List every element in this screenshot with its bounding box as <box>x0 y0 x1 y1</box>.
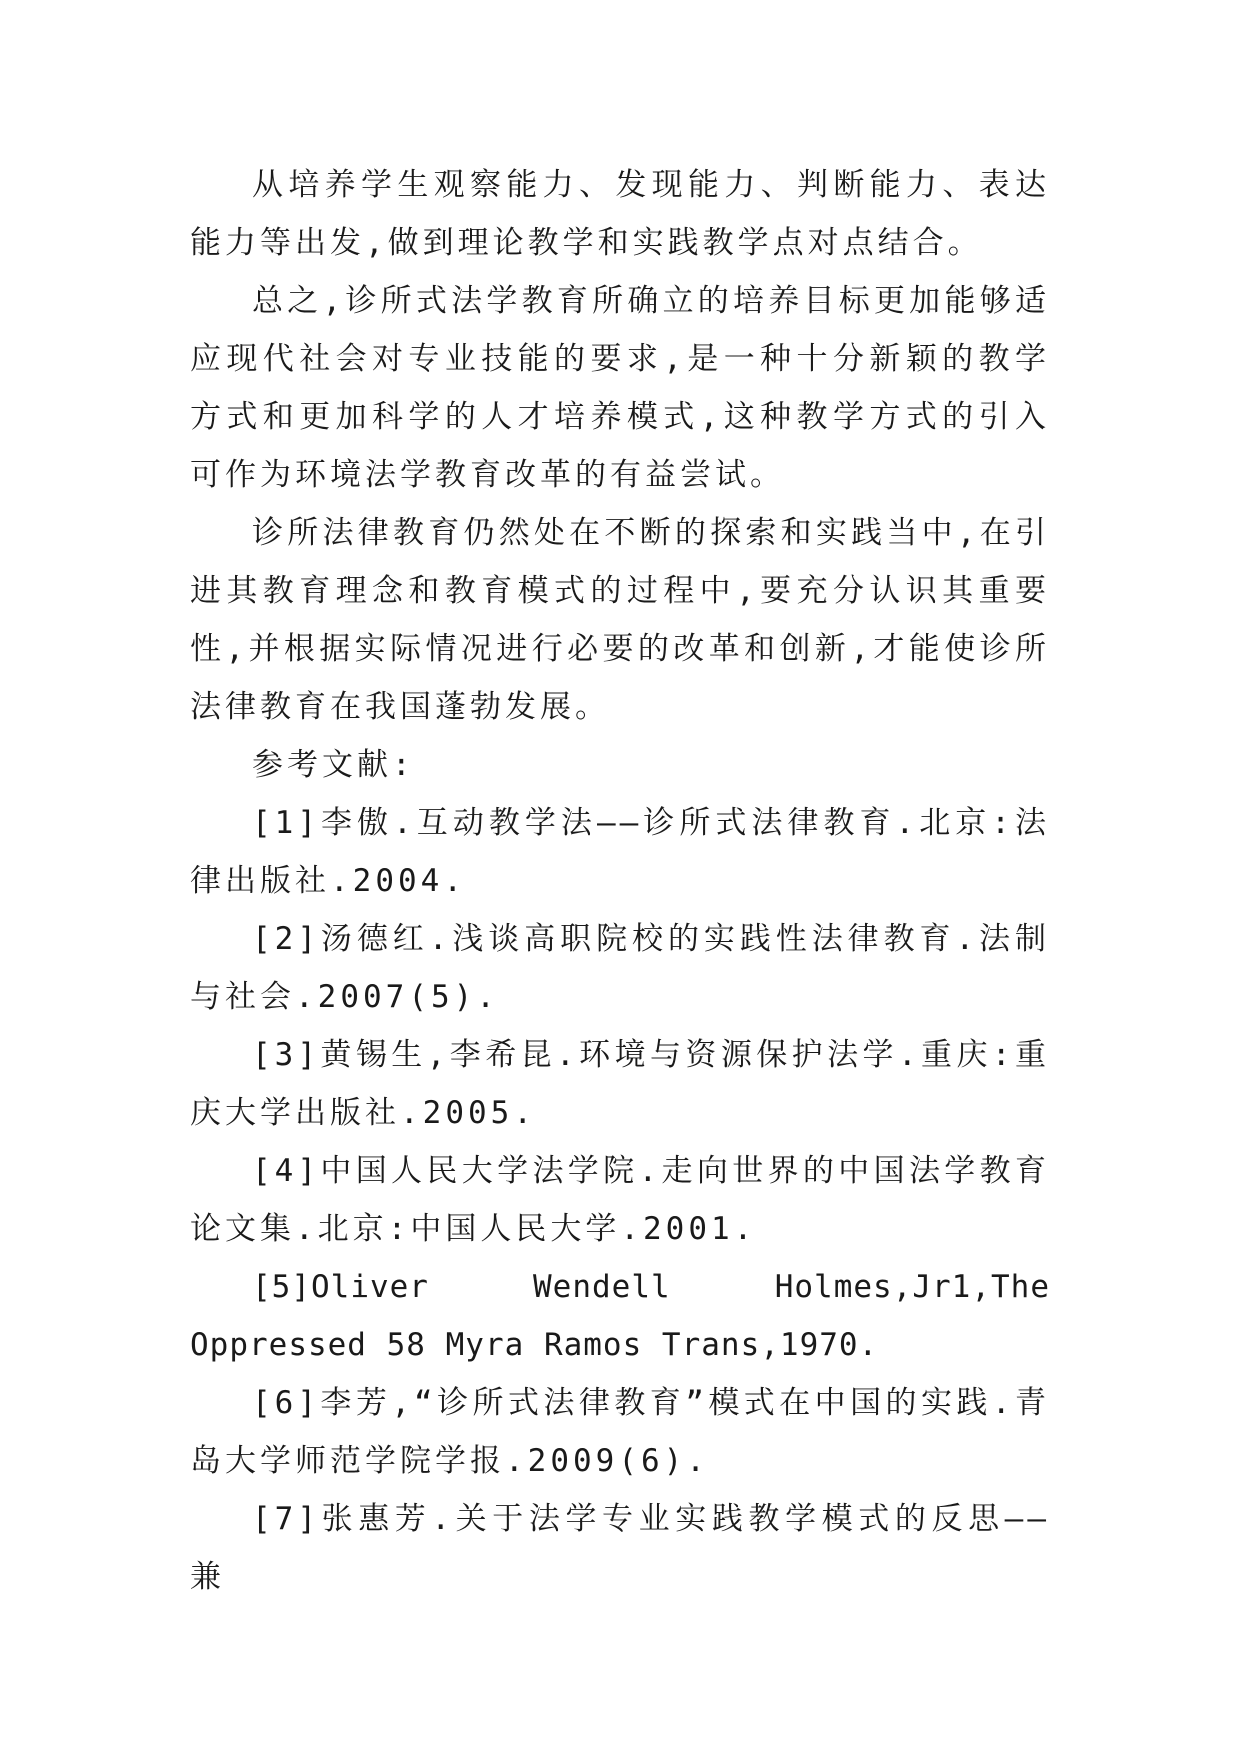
reference-item-1: [1]李傲.互动教学法——诊所式法律教育.北京:法律出版社.2004. <box>190 805 1050 899</box>
body-paragraph-3: 诊所法律教育仍然处在不断的探索和实践当中,在引进其教育理念和教育模式的过程中,要充分认识其重要性,并根据实际情况进行必要的改革和创新,才能使诊所法律教育在我国蓬勃发展。 <box>190 515 1050 725</box>
reference-item-5: [5]Oliver Wendell Holmes,Jr1,The Oppressed 58 Myra Ramos Trans,1970. <box>190 1269 1050 1363</box>
body-paragraph-1: 从培养学生观察能力、发现能力、判断能力、表达能力等出发,做到理论教学和实践教学点对点结合。 <box>190 167 1050 261</box>
document-body <box>190 156 1050 1606</box>
reference-item-7: [7]张惠芳.关于法学专业实践教学模式的反思——兼 <box>190 1501 1050 1595</box>
reference-item-6: [6]李芳,“诊所式法律教育”模式在中国的实践.青岛大学师范学院学报.2009(6). <box>190 1385 1050 1479</box>
body-paragraph-2: 总之,诊所式法学教育所确立的培养目标更加能够适应现代社会对专业技能的要求,是一种十分新颖的教学方式和更加科学的人才培养模式,这种教学方式的引入可作为环境法学教育改革的有益尝试。 <box>190 283 1050 493</box>
reference-item-4: [4]中国人民大学法学院.走向世界的中国法学教育论文集.北京:中国人民大学.2001. <box>190 1153 1050 1247</box>
reference-item-2: [2]汤德红.浅谈高职院校的实践性法律教育.法制与社会.2007(5). <box>190 921 1050 1015</box>
reference-item-3: [3]黄锡生,李希昆.环境与资源保护法学.重庆:重庆大学出版社.2005. <box>190 1037 1050 1131</box>
references-heading: 参考文献: <box>252 747 415 783</box>
